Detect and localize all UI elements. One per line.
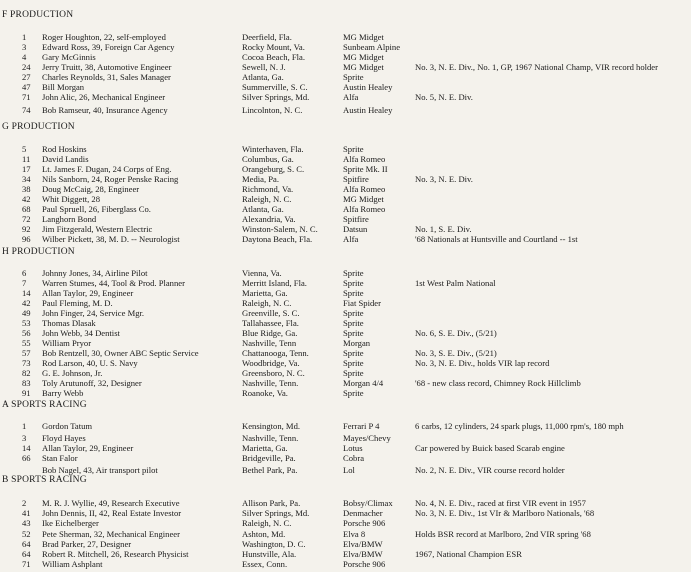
driver-name: Pete Sherman, 32, Mechanical Engineer — [42, 529, 180, 539]
driver-name: Stan Falor — [42, 453, 78, 463]
hometown: Marietta, Ga. — [242, 443, 288, 453]
hometown: Daytona Beach, Fla. — [242, 234, 313, 244]
driver-name: G. E. Johnson, Jr. — [42, 368, 103, 378]
driver-name: Johnny Jones, 34, Airline Pilot — [42, 268, 148, 278]
car-model: Sprite — [343, 358, 364, 368]
section-heading: G PRODUCTION — [2, 122, 75, 132]
car-model: Austin Healey — [343, 105, 393, 115]
driver-name: William Pryor — [42, 338, 92, 348]
driver-name: John Dennis, II, 42, Real Estate Investor — [42, 508, 182, 518]
car-number: 71 — [22, 559, 31, 569]
hometown: Orangeburg, S. C. — [242, 164, 305, 174]
entry-row — [0, 234, 691, 244]
hometown: Chattanooga, Tenn. — [242, 348, 309, 358]
car-number: 72 — [22, 214, 31, 224]
car-number: 66 — [22, 453, 31, 463]
driver-name: John Webb, 34 Dentist — [42, 328, 120, 338]
car-model: Sprite — [343, 144, 364, 154]
car-model: Alfa — [343, 92, 359, 102]
car-model: Morgan 4/4 — [343, 378, 384, 388]
car-model: MG Midget — [343, 194, 384, 204]
driver-name: Allan Taylor, 29, Engineer — [42, 443, 134, 453]
entry-note: No. 4, N. E. Div., raced at first VIR event in 1957 — [415, 498, 586, 508]
hometown: Allison Park, Pa. — [242, 498, 301, 508]
hometown: Atlanta, Ga. — [242, 204, 284, 214]
hometown: Kensington, Md. — [242, 421, 301, 431]
driver-name: Rod Hoskins — [42, 144, 87, 154]
hometown: Cocoa Beach, Fla. — [242, 52, 306, 62]
entry-row — [0, 298, 691, 308]
hometown: Lincolnton, N. C. — [242, 105, 303, 115]
car-number: 6 — [22, 268, 27, 278]
entry-row — [0, 184, 691, 194]
car-number: 27 — [22, 72, 31, 82]
entry-note: No. 6, S. E. Div., (5/21) — [415, 328, 497, 338]
hometown: Hunstville, Ala. — [242, 549, 297, 559]
car-number: 4 — [22, 52, 27, 62]
entry-row — [0, 32, 691, 42]
driver-name: John Finger, 24, Service Mgr. — [42, 308, 145, 318]
driver-name: Warren Stumes, 44, Tool & Prod. Planner — [42, 278, 185, 288]
car-model: Elva/BMW — [343, 539, 383, 549]
entry-note: Car powered by Buick based Scarab engine — [415, 443, 565, 453]
entry-note: 1967, National Champion ESR — [415, 549, 522, 559]
car-model: Austin Healey — [343, 82, 393, 92]
car-model: Porsche 906 — [343, 518, 386, 528]
car-number: 41 — [22, 508, 31, 518]
driver-name: M. R. J. Wyllie, 49, Research Executive — [42, 498, 180, 508]
entry-row — [0, 529, 691, 539]
entry-note: '68 Nationals at Huntsville and Courtland -- 1st — [415, 234, 578, 244]
car-number: 73 — [22, 358, 31, 368]
entry-row — [0, 348, 691, 358]
car-number: 55 — [22, 338, 31, 348]
car-model: Morgan — [343, 338, 371, 348]
hometown: Woodbridge, Va. — [242, 358, 300, 368]
car-model: Sprite — [343, 348, 364, 358]
driver-name: Toly Arutunoff, 32, Designer — [42, 378, 142, 388]
driver-name: Bob Rentzell, 30, Owner ABC Septic Service — [42, 348, 199, 358]
hometown: Deerfield, Fla. — [242, 32, 292, 42]
car-model: Sprite — [343, 308, 364, 318]
hometown: Essex, Conn. — [242, 559, 288, 569]
hometown: Winterhaven, Fla. — [242, 144, 304, 154]
entry-row — [0, 204, 691, 214]
hometown: Blue Ridge, Ga. — [242, 328, 298, 338]
hometown: Raleigh, N. C. — [242, 298, 292, 308]
car-model: MG Midget — [343, 62, 384, 72]
driver-name: Robert R. Mitchell, 26, Research Physicist — [42, 549, 189, 559]
car-model: Sprite — [343, 368, 364, 378]
entry-note: No. 3, N. E. Div. — [415, 174, 473, 184]
driver-name: Thomas Dlasak — [42, 318, 96, 328]
entry-row — [0, 164, 691, 174]
car-model: MG Midget — [343, 52, 384, 62]
entry-row — [0, 278, 691, 288]
car-model: Lotus — [343, 443, 363, 453]
entry-note: No. 3, N. E. Div., 1st VIr & Marlboro Nationals, '68 — [415, 508, 595, 518]
car-model: Porsche 906 — [343, 559, 386, 569]
driver-name: John Alic, 26, Mechanical Engineer — [42, 92, 166, 102]
car-number: 24 — [22, 62, 31, 72]
car-number: 49 — [22, 308, 31, 318]
entry-row — [0, 498, 691, 508]
car-number: 82 — [22, 368, 31, 378]
car-model: Mayes/Chevy — [343, 433, 391, 443]
section-heading: F PRODUCTION — [2, 10, 74, 20]
car-model: Sprite — [343, 388, 364, 398]
hometown: Columbus, Ga. — [242, 154, 294, 164]
car-model: Sprite — [343, 318, 364, 328]
entry-row — [0, 268, 691, 278]
hometown: Nashville, Tenn — [242, 338, 297, 348]
car-model: Elva 8 — [343, 529, 366, 539]
car-model: Denmacher — [343, 508, 383, 518]
entry-note: No. 2, N. E. Div., VIR course record holder — [415, 465, 565, 475]
driver-name: Lt. James F. Dugan, 24 Corps of Eng. — [42, 164, 172, 174]
car-model: Alfa — [343, 234, 359, 244]
entry-row — [0, 465, 691, 475]
hometown: Sewell, N. J. — [242, 62, 286, 72]
hometown: Bridgeville, Pa. — [242, 453, 296, 463]
hometown: Nashville, Tenn. — [242, 378, 299, 388]
hometown: Winston-Salem, N. C. — [242, 224, 318, 234]
entry-row — [0, 62, 691, 72]
car-model: Sprite — [343, 72, 364, 82]
car-number: 56 — [22, 328, 31, 338]
car-model: Sprite — [343, 278, 364, 288]
entry-note: 6 carbs, 12 cylinders, 24 spark plugs, 11,000 rpm's, 180 mph — [415, 421, 624, 431]
driver-name: Gordon Tatum — [42, 421, 93, 431]
entry-row — [0, 318, 691, 328]
hometown: Nashville, Tenn. — [242, 433, 299, 443]
car-number: 38 — [22, 184, 31, 194]
hometown: Greenville, S. C. — [242, 308, 300, 318]
entry-row — [0, 308, 691, 318]
car-model: Datsun — [343, 224, 368, 234]
entry-row — [0, 358, 691, 368]
driver-name: Rod Larson, 40, U. S. Navy — [42, 358, 138, 368]
car-model: Spitfire — [343, 174, 369, 184]
entry-row — [0, 52, 691, 62]
car-model: MG Midget — [343, 32, 384, 42]
hometown: Silver Springs, Md. — [242, 92, 310, 102]
car-number: 1 — [22, 421, 27, 431]
entry-note: No. 1, S. E. Div. — [415, 224, 472, 234]
car-number: 91 — [22, 388, 31, 398]
car-model: Lol — [343, 465, 355, 475]
driver-name: Wilber Pickett, 38, M. D. -- Neurologist — [42, 234, 180, 244]
car-model: Fiat Spider — [343, 298, 381, 308]
entry-row — [0, 154, 691, 164]
car-number: 42 — [22, 298, 31, 308]
driver-name: Roger Houghton, 22, self-employed — [42, 32, 166, 42]
section-heading: H PRODUCTION — [2, 247, 75, 257]
driver-name: Paul Spruell, 26, Fiberglass Co. — [42, 204, 151, 214]
car-number: 14 — [22, 443, 31, 453]
car-number: 74 — [22, 105, 31, 115]
driver-name: Nils Sanborn, 24, Roger Penske Racing — [42, 174, 179, 184]
hometown: Media, Pa. — [242, 174, 279, 184]
car-number: 47 — [22, 82, 31, 92]
hometown: Washington, D. C. — [242, 539, 306, 549]
car-number: 68 — [22, 204, 31, 214]
entry-row — [0, 105, 691, 115]
hometown: Richmond, Va. — [242, 184, 294, 194]
hometown: Rocky Mount, Va. — [242, 42, 305, 52]
driver-name: David Landis — [42, 154, 89, 164]
car-number: 7 — [22, 278, 27, 288]
car-model: Alfa Romeo — [343, 184, 386, 194]
car-number: 2 — [22, 498, 27, 508]
entry-row — [0, 224, 691, 234]
driver-name: Jerry Truitt, 38, Automotive Engineer — [42, 62, 172, 72]
car-number: 52 — [22, 529, 31, 539]
hometown: Tallahassee, Fla. — [242, 318, 299, 328]
hometown: Silver Springs, Md. — [242, 508, 310, 518]
driver-name: Jim Fitzgerald, Western Electric — [42, 224, 153, 234]
entry-row — [0, 194, 691, 204]
car-model: Sprite — [343, 288, 364, 298]
entry-row — [0, 453, 691, 463]
entry-row — [0, 42, 691, 52]
car-number: 64 — [22, 549, 31, 559]
car-number: 64 — [22, 539, 31, 549]
entry-row — [0, 378, 691, 388]
section-heading: A SPORTS RACING — [2, 400, 87, 410]
entry-row — [0, 72, 691, 82]
entry-row — [0, 433, 691, 443]
entry-row — [0, 92, 691, 102]
entry-row — [0, 328, 691, 338]
driver-name: Allan Taylor, 29, Engineer — [42, 288, 134, 298]
entry-row — [0, 82, 691, 92]
driver-name: Doug McCaig, 28, Engineer — [42, 184, 140, 194]
hometown: Summerville, S. C. — [242, 82, 308, 92]
driver-name: Bob Nagel, 43, Air transport pilot — [42, 465, 158, 475]
hometown: Greensboro, N. C. — [242, 368, 305, 378]
entry-row — [0, 174, 691, 184]
car-number: 92 — [22, 224, 31, 234]
car-number: 96 — [22, 234, 31, 244]
car-number: 34 — [22, 174, 31, 184]
entry-note: No. 5, N. E. Div. — [415, 92, 473, 102]
car-model: Bobsy/Climax — [343, 498, 393, 508]
entry-row — [0, 338, 691, 348]
car-model: Sunbeam Alpine — [343, 42, 401, 52]
entry-row — [0, 421, 691, 431]
car-number: 43 — [22, 518, 31, 528]
car-model: Ferrari P 4 — [343, 421, 380, 431]
driver-name: Bob Ramseur, 40, Insurance Agency — [42, 105, 168, 115]
car-number: 71 — [22, 92, 31, 102]
driver-name: Gary McGinnis — [42, 52, 96, 62]
entry-row — [0, 388, 691, 398]
car-model: Sprite — [343, 328, 364, 338]
car-model: Alfa Romeo — [343, 154, 386, 164]
hometown: Raleigh, N. C. — [242, 518, 292, 528]
car-number: 53 — [22, 318, 31, 328]
car-number: 3 — [22, 433, 27, 443]
hometown: Raleigh, N. C. — [242, 194, 292, 204]
car-number: 42 — [22, 194, 31, 204]
driver-name: Whit Diggett, 28 — [42, 194, 100, 204]
driver-name: Ike Eichelberger — [42, 518, 99, 528]
entry-note: No. 3, N. E. Div., holds VIR lap record — [415, 358, 550, 368]
car-number: 11 — [22, 154, 31, 164]
entry-note: '68 - new class record, Chimney Rock Hillclimb — [415, 378, 581, 388]
hometown: Alexandria, Va. — [242, 214, 296, 224]
hometown: Vienna, Va. — [242, 268, 282, 278]
entry-row — [0, 288, 691, 298]
entry-row — [0, 559, 691, 569]
hometown: Merritt Island, Fla. — [242, 278, 307, 288]
car-number: 57 — [22, 348, 31, 358]
hometown: Ashton, Md. — [242, 529, 286, 539]
section-heading: B SPORTS RACING — [2, 475, 87, 485]
entry-row — [0, 443, 691, 453]
entry-note: No. 3, S. E. Div., (5/21) — [415, 348, 497, 358]
driver-name: Edward Ross, 39, Foreign Car Agency — [42, 42, 175, 52]
car-number: 17 — [22, 164, 31, 174]
hometown: Atlanta, Ga. — [242, 72, 284, 82]
driver-name: Brad Parker, 27, Designer — [42, 539, 132, 549]
hometown: Marietta, Ga. — [242, 288, 288, 298]
car-number: 5 — [22, 144, 27, 154]
car-model: Alfa Romeo — [343, 204, 386, 214]
driver-name: Barry Webb — [42, 388, 84, 398]
driver-name: Langhorn Bond — [42, 214, 97, 224]
entry-row — [0, 214, 691, 224]
driver-name: Paul Fleming, M. D. — [42, 298, 113, 308]
car-number: 1 — [22, 32, 27, 42]
hometown: Roanoke, Va. — [242, 388, 288, 398]
entry-row — [0, 549, 691, 559]
entry-row — [0, 518, 691, 528]
entry-note: 1st West Palm National — [415, 278, 496, 288]
driver-name: William Ashplant — [42, 559, 103, 569]
car-number: 83 — [22, 378, 31, 388]
car-model: Elva/BMW — [343, 549, 383, 559]
car-model: Sprite — [343, 268, 364, 278]
entry-note: No. 3, N. E. Div., No. 1, GP, 1967 National Champ, VIR record holder — [415, 62, 658, 72]
entry-row — [0, 368, 691, 378]
driver-name: Charles Reynolds, 31, Sales Manager — [42, 72, 171, 82]
entry-row — [0, 539, 691, 549]
driver-name: Bill Morgan — [42, 82, 85, 92]
car-model: Spitfire — [343, 214, 369, 224]
entry-row — [0, 144, 691, 154]
car-number: 3 — [22, 42, 27, 52]
entry-row — [0, 508, 691, 518]
car-number: 14 — [22, 288, 31, 298]
car-model: Cobra — [343, 453, 365, 463]
hometown: Bethel Park, Pa. — [242, 465, 298, 475]
car-model: Sprite Mk. II — [343, 164, 388, 174]
driver-name: Floyd Hayes — [42, 433, 86, 443]
entry-note: Holds BSR record at Marlboro, 2nd VIR spring '68 — [415, 529, 591, 539]
